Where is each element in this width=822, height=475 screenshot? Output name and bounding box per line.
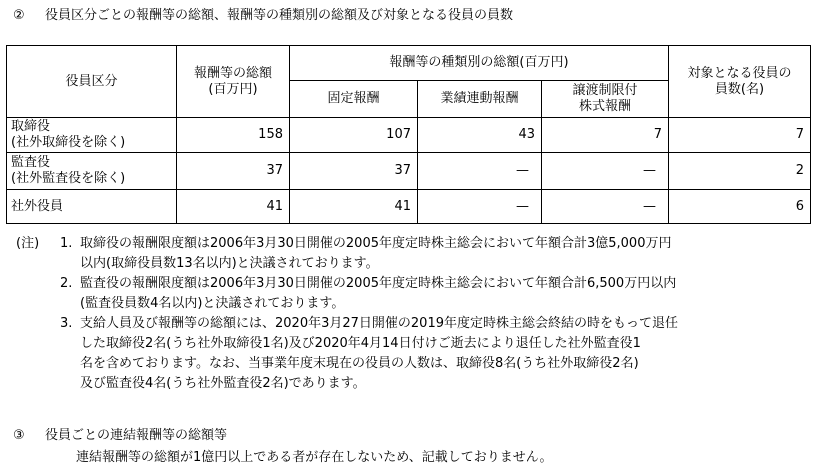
row-label <box>7 118 177 153</box>
row-label-line1: 社外役員 <box>11 198 64 214</box>
header-category: 役員区分 <box>7 46 177 118</box>
cell-total: 37 <box>177 153 290 190</box>
section-2-title: 役員区分ごとの報酬等の総額、報酬等の種類別の総額及び対象となる役員の員数 <box>45 8 514 23</box>
note-index: 3. <box>60 316 73 331</box>
cell-restricted: 7 <box>542 118 669 153</box>
section-3-heading <box>13 426 227 446</box>
section-3-title: 役員ごとの連結報酬等の総額等 <box>45 428 228 443</box>
note-line: 取締役の報酬限度額は2006年3月30日開催の2005年度定時株主総会において年額合計3億5,000万円 <box>80 236 672 251</box>
section-3-number: ③ <box>13 428 25 443</box>
header-restricted-line2: 株式報酬 <box>578 99 631 114</box>
section-2-number: ② <box>13 8 25 23</box>
note-item <box>16 314 816 394</box>
note-body <box>80 274 816 314</box>
note-line: 名を含めております。なお、当事業年度末現在の役員の人数は、取締役8名(うち社外取締役2名) <box>80 356 639 371</box>
section-2-heading <box>13 6 513 26</box>
note-item <box>16 234 816 274</box>
row-label <box>7 153 177 190</box>
cell-total: 41 <box>177 190 290 224</box>
note-body <box>80 234 816 274</box>
cell-performance: — <box>418 153 542 190</box>
note-index: 2. <box>60 276 73 291</box>
notes-mark: (注) <box>16 236 40 251</box>
table-row <box>7 190 811 224</box>
cell-fixed: 37 <box>290 153 418 190</box>
header-fixed: 固定報酬 <box>290 81 418 118</box>
row-label-line1: 監査役 <box>11 155 51 170</box>
note-index: 1. <box>60 236 73 251</box>
cell-restricted: — <box>542 190 669 224</box>
row-label-line1: 取締役 <box>11 119 51 134</box>
header-by-type: 報酬等の種類別の総額(百万円) <box>290 46 669 81</box>
note-line: 及び監査役4名(うち社外監査役2名)であります。 <box>80 376 366 391</box>
note-line: した取締役2名(うち社外取締役1名)及び2020年4月14日付けご逝去により退任した社外監査役1 <box>80 336 641 351</box>
cell-performance: — <box>418 190 542 224</box>
header-count-line1: 対象となる役員の <box>687 65 792 81</box>
note-line: 以内(取締役員数13名以内)と決議されております。 <box>80 256 379 271</box>
header-total-line2: (百万円) <box>208 81 258 97</box>
cell-count: 6 <box>669 190 811 224</box>
row-label-line2: (社外監査役を除く) <box>11 171 126 186</box>
header-restricted <box>542 81 669 118</box>
table-row <box>7 153 811 190</box>
header-count-line2: 員数(名) <box>714 81 765 97</box>
header-performance: 業績連動報酬 <box>418 81 542 118</box>
note-line: 監査役の報酬限度額は2006年3月30日開催の2005年度定時株主総会において年額合計6,500万円以内 <box>80 276 677 291</box>
header-row-1 <box>7 46 811 81</box>
note-item <box>16 274 816 314</box>
cell-restricted: — <box>542 153 669 190</box>
compensation-table <box>6 45 811 224</box>
cell-count: 2 <box>669 153 811 190</box>
cell-total: 158 <box>177 118 290 153</box>
cell-count: 7 <box>669 118 811 153</box>
header-total-line1: 報酬等の総額 <box>193 65 272 81</box>
row-label-line2: (社外取締役を除く) <box>11 135 126 150</box>
note-line: (監査役員数4名以内)と決議されております。 <box>80 296 345 311</box>
cell-performance: 43 <box>418 118 542 153</box>
section-3-text: 連結報酬等の総額が1億円以上である者が存在しないため、記載しておりません。 <box>76 450 553 465</box>
cell-fixed: 107 <box>290 118 418 153</box>
notes-section <box>16 234 816 394</box>
table-row <box>7 118 811 153</box>
row-label <box>7 190 177 224</box>
header-restricted-line1: 譲渡制限付 <box>572 83 638 98</box>
note-body <box>80 314 816 394</box>
header-count <box>669 46 811 118</box>
cell-fixed: 41 <box>290 190 418 224</box>
header-total <box>177 46 290 118</box>
note-line: 支給人員及び報酬等の総額には、2020年3月27日開催の2019年度定時株主総会終結の時をもって退任 <box>80 316 678 331</box>
